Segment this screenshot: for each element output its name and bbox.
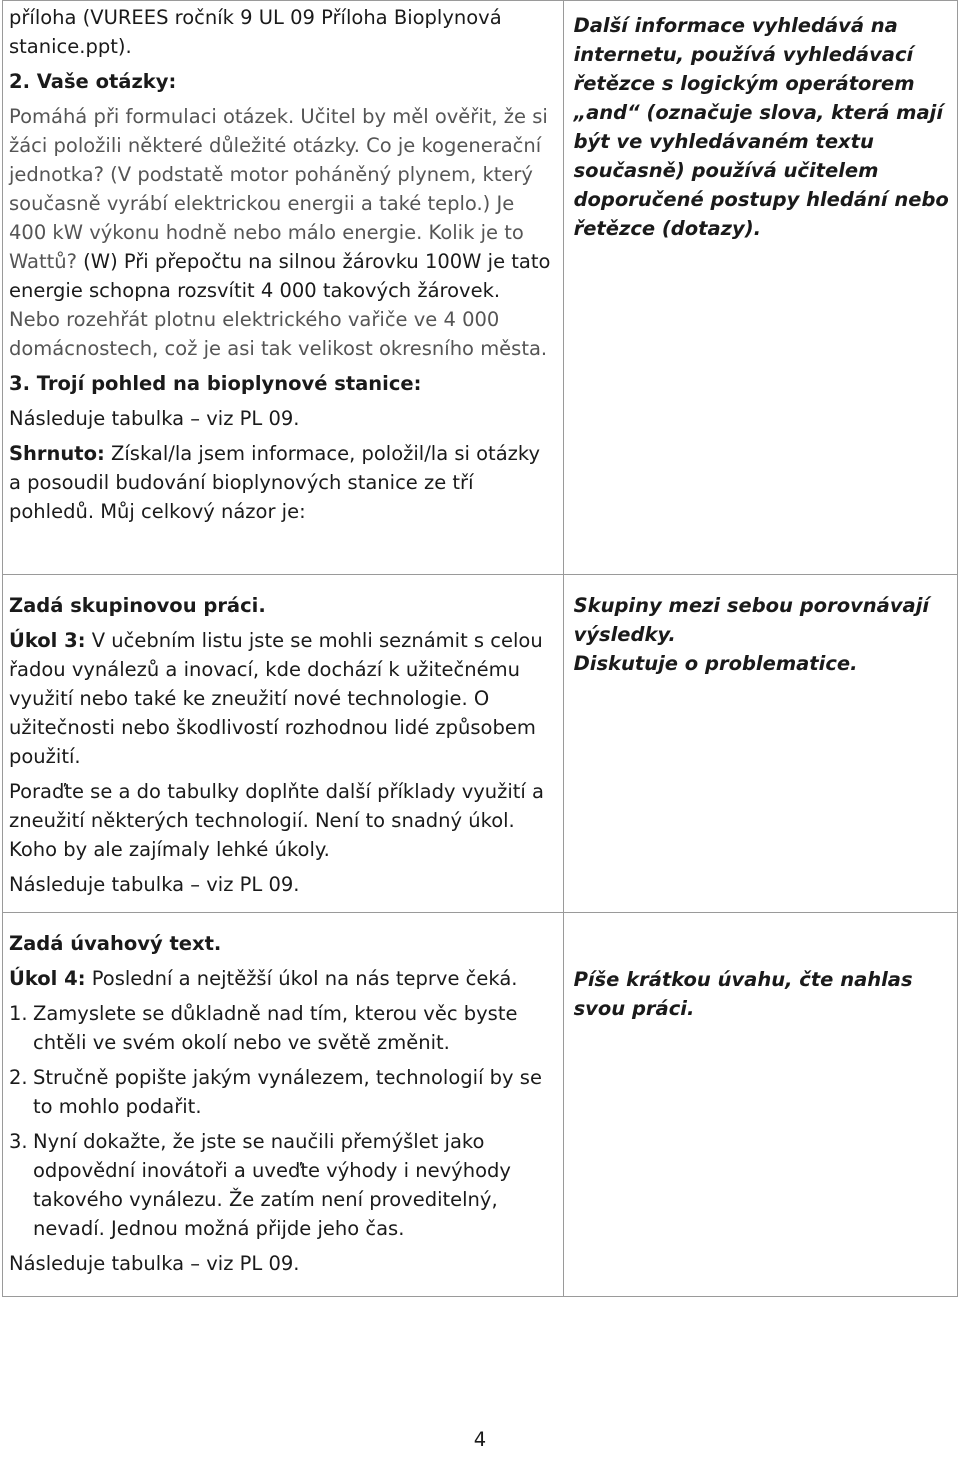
questions-text-a: Pomáhá při formulaci otázek. Učitel by měl ověřit, že si žáci položili některé důležité otázky. Co je kogenerační jednotka? (V podstatě motor poháněný plynem, který současně vyrábí elektrickou energii a také teplo.) Je 400 kW výkonu hodně nebo málo energie. Kolik je to Wattů? xyxy=(9,105,548,273)
summary-end: Můj celkový názor je: xyxy=(94,500,306,523)
task3-text: V učebním listu jste se mohli seznámit s celou řadou vynálezů a inovací, kde dochází k užitečnému využití nebo také ke zneužití nové technologie. xyxy=(9,629,543,710)
task3-text2: O užitečnosti nebo škodlivostí rozhodnou lidé způsobem použití. xyxy=(9,687,536,768)
summary-paragraph xyxy=(9,439,557,526)
task3-label: Úkol 3: xyxy=(9,629,86,652)
teacher-cell xyxy=(563,1,957,575)
follow-note: Následuje tabulka – viz PL 09. xyxy=(9,1252,300,1275)
questions-text-b: (W) Při přepočtu na silnou žárovku 100W je tato energie schopna rozsvítit 4 000 takových žárovek. xyxy=(9,250,551,302)
task4-label: Úkol 4: xyxy=(9,967,86,990)
activity-cell xyxy=(3,575,564,913)
teacher-cell xyxy=(563,575,957,913)
task4-text: Poslední a nejtěžší úkol na nás teprve čeká. xyxy=(85,967,518,990)
teacher-note: Píše krátkou úvahu, čte nahlas svou práci. xyxy=(573,968,913,1020)
table-row xyxy=(3,1,958,575)
list-item: 1. Zamyslete se důkladně nad tím, kterou věc byste chtěli ve svém okolí nebo ve světě změnit. xyxy=(9,1002,518,1054)
list-item: 3. Nyní dokažte, že jste se naučili přemýšlet jako odpovědní inovátoři a uveďte výhody i nevýhody takového vynálezu. Že zatím není proveditelný, nevadí. Jednou možná přijde jeho čas. xyxy=(9,1130,511,1240)
teacher-note: Diskutuje o problematice. xyxy=(573,652,858,675)
task4-paragraph xyxy=(9,964,557,993)
activity-cell xyxy=(3,913,564,1297)
intro-text: příloha (VUREES ročník 9 UL 09 Příloha Bioplynová stanice.ppt). xyxy=(9,6,502,58)
follow-note: Následuje tabulka – viz PL 09. xyxy=(9,873,300,896)
summary-text: Získal/la jsem informace, položil/la si otázky a posoudil budování bioplynových stanice ze tří pohledů. xyxy=(9,442,541,523)
teacher-note: Skupiny mezi sebou porovnávají výsledky. xyxy=(573,594,930,646)
teacher-cell xyxy=(563,913,957,1297)
section-heading-3: 3. Trojí pohled na bioplynové stanice: xyxy=(9,372,422,395)
essay-heading: Zadá úvahový text. xyxy=(9,932,222,955)
questions-paragraph xyxy=(9,102,557,363)
task3-instructions: Poraďte se a do tabulky doplňte další příklady využití a zneužití některých technologií. Není to snadný úkol. Koho by ale zajímaly lehké úkoly. xyxy=(9,780,544,861)
teacher-note: Další informace vyhledává na internetu, používá vyhledávací řetězce s logickým operátorem „and“ (označuje slova, která mají být ve vyhledávaném textu současně) používá učitelem doporučené postupy hledání nebo řetězce (dotazy). xyxy=(573,14,949,240)
activity-cell xyxy=(3,1,564,575)
task3-paragraph xyxy=(9,626,557,771)
page-number: 4 xyxy=(473,1428,487,1451)
lesson-table xyxy=(2,0,958,1297)
summary-label: Shrnuto: xyxy=(9,442,105,465)
section-heading-2: 2. Vaše otázky: xyxy=(9,70,177,93)
questions-text-c: Nebo rozehřát plotnu elektrického vařiče ve 4 000 domácnostech, což je asi tak velikost okresního města. xyxy=(9,308,548,360)
task4-list xyxy=(9,999,557,1243)
group-work-heading: Zadá skupinovou práci. xyxy=(9,594,266,617)
table-row xyxy=(3,575,958,913)
table-row xyxy=(3,913,958,1297)
follow-note: Následuje tabulka – viz PL 09. xyxy=(9,407,300,430)
list-item: 2. Stručně popište jakým vynálezem, technologií by se to mohlo podařit. xyxy=(9,1066,542,1118)
